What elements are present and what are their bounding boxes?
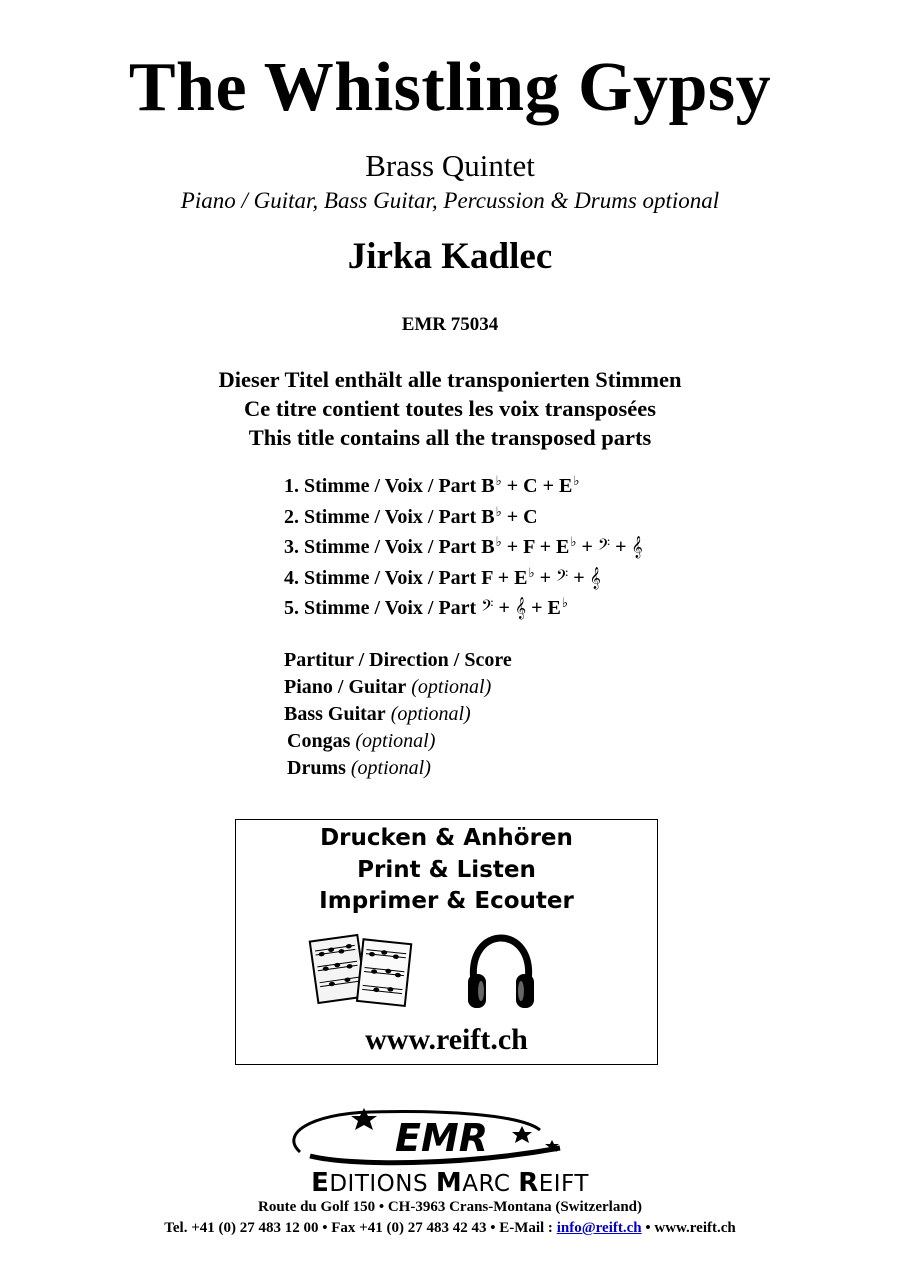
extra-bass-guitar: Bass Guitar (optional) bbox=[284, 703, 471, 725]
extra-piano-guitar: Piano / Guitar (optional) bbox=[284, 676, 492, 698]
treble-clef-icon: 𝄞 bbox=[514, 597, 527, 619]
publisher-address: Route du Golf 150 • CH-3963 Crans-Montana (Switzerland) bbox=[258, 1199, 642, 1215]
part-row-2: 2. Stimme / Voix / Part B♭ + C bbox=[284, 503, 538, 528]
part-label: 5. Stimme / Voix / Part bbox=[284, 597, 482, 619]
part-row-1: 1. Stimme / Voix / Part B♭ + C + E♭ bbox=[284, 473, 580, 497]
bass-clef-icon: 𝄢 bbox=[597, 536, 611, 558]
part-row-3: 3. Stimme / Voix / Part B♭ + F + E♭ + 𝄢 + 𝄞 bbox=[284, 534, 643, 558]
extra-congas: Congas (optional) bbox=[287, 730, 436, 752]
promo-line-english: Print & Listen bbox=[357, 857, 536, 883]
email-link[interactable]: info@reift.ch bbox=[556, 1220, 642, 1236]
sheet-music-icon bbox=[308, 930, 420, 1014]
subtitle: Brass Quintet bbox=[365, 148, 535, 183]
promo-line-french: Imprimer & Ecouter bbox=[319, 888, 574, 914]
bass-clef-icon: 𝄢 bbox=[556, 566, 569, 589]
part-label: 1. Stimme / Voix / Part bbox=[284, 475, 482, 497]
flat-symbol: ♭ bbox=[570, 534, 577, 549]
logo-text: EMR bbox=[395, 1116, 489, 1160]
part-label: 4. Stimme / Voix / Part bbox=[284, 566, 482, 589]
flat-symbol: ♭ bbox=[495, 503, 502, 519]
page-title: The Whistling Gypsy bbox=[128, 49, 772, 126]
publisher-name: EDITIONS MARC REIFT bbox=[311, 1168, 589, 1198]
part-row-5: 5. Stimme / Voix / Part 𝄢 + 𝄞 + E♭ bbox=[284, 595, 568, 619]
treble-clef-icon: 𝄞 bbox=[589, 566, 601, 589]
treble-clef-icon: 𝄞 bbox=[631, 536, 643, 558]
extras-list bbox=[284, 647, 512, 782]
promo-line-german: Drucken & Anhören bbox=[320, 825, 573, 851]
extra-drums: Drums (optional) bbox=[287, 757, 431, 779]
catalog-number: EMR 75034 bbox=[401, 314, 499, 335]
notice-english: This title contains all the transposed parts bbox=[248, 425, 652, 450]
publisher-contact: Tel. +41 (0) 27 483 12 00 • Fax +41 (0) 27 483 42 43 • E-Mail : info@reift.ch • www.reift.ch bbox=[164, 1220, 736, 1236]
flat-symbol: ♭ bbox=[561, 595, 568, 610]
part-label: 3. Stimme / Voix / Part bbox=[284, 536, 482, 558]
notice-french: Ce titre contient toutes les voix transposées bbox=[243, 396, 656, 421]
emr-logo bbox=[240, 1104, 660, 1170]
composer-name: Jirka Kadlec bbox=[347, 236, 553, 277]
print-listen-box bbox=[235, 819, 658, 1065]
part-row-4: 4. Stimme / Voix / Part F + E♭ + 𝄢 + 𝄞 bbox=[284, 564, 601, 589]
notice-german: Dieser Titel enthält alle transponierten Stimmen bbox=[218, 367, 682, 392]
headphones-icon bbox=[464, 934, 538, 1014]
promo-url[interactable]: www.reift.ch bbox=[365, 1023, 528, 1056]
part-label: 2. Stimme / Voix / Part bbox=[284, 505, 482, 528]
parts-list bbox=[284, 466, 643, 619]
flat-symbol: ♭ bbox=[495, 473, 502, 488]
instrumentation-note: Piano / Guitar, Bass Guitar, Percussion & Drums optional bbox=[180, 188, 720, 213]
bass-clef-icon: 𝄢 bbox=[481, 597, 494, 619]
flat-symbol: ♭ bbox=[495, 534, 502, 549]
extra-score: Partitur / Direction / Score bbox=[284, 649, 512, 671]
flat-symbol: ♭ bbox=[528, 564, 535, 580]
flat-symbol: ♭ bbox=[573, 473, 580, 488]
